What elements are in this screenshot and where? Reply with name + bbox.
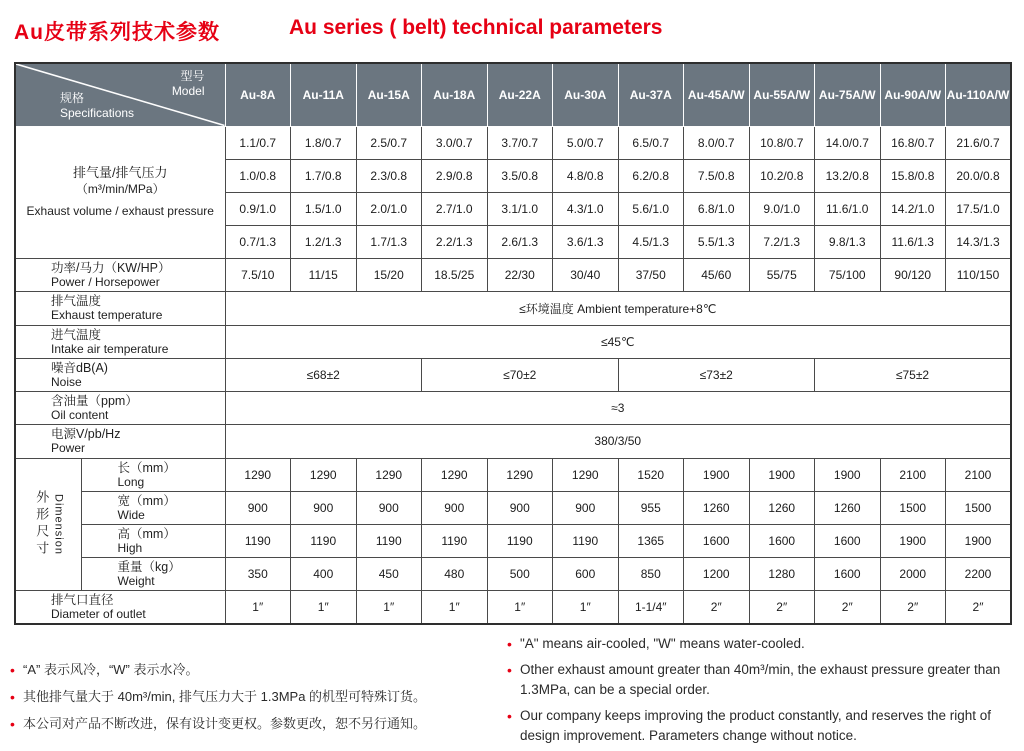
footnotes-english [507, 634, 1015, 751]
value-cell: 1190 [553, 524, 619, 557]
value-cell: 37/50 [618, 258, 684, 291]
value-cell: 18.5/25 [422, 258, 488, 291]
dimension-group-label [15, 458, 81, 590]
value-cell: 1600 [684, 524, 750, 557]
dimension-group-zh: 外形尺寸 [34, 490, 50, 558]
value-cell: 2″ [815, 590, 881, 624]
value-cell: 1190 [356, 524, 422, 557]
width-label [81, 491, 225, 524]
model-header: Au-18A [422, 63, 488, 126]
value-cell: 1.2/1.3 [291, 225, 357, 258]
model-header: Au-11A [291, 63, 357, 126]
weight-label-en: Weight [117, 573, 155, 588]
value-cell: 1520 [618, 458, 684, 491]
footnote-text: 本公司对产品不断改进，保有设计变更权。参数更改，恕不另行通知。 [23, 716, 427, 731]
value-cell: 1190 [291, 524, 357, 557]
model-header: Au-37A [618, 63, 684, 126]
corner-spec-en: Specifications [60, 105, 135, 120]
corner-model-en: Model [171, 84, 205, 98]
value-cell: 4.5/1.3 [618, 225, 684, 258]
value-cell: 350 [225, 557, 291, 590]
value-cell: 1290 [225, 458, 291, 491]
footnote-text: "A" means air-cooled, "W" means water-cooled. [520, 636, 805, 651]
power-label-zh: 功率/马力（KW/HP） [51, 260, 171, 275]
value-cell: 7.5/10 [225, 258, 291, 291]
model-header: Au-45A/W [684, 63, 750, 126]
value-cell: 900 [422, 491, 488, 524]
value-cell: 2.0/1.0 [356, 192, 422, 225]
value-cell: 11.6/1.3 [880, 225, 946, 258]
power-supply-label [15, 424, 225, 458]
page-header [14, 14, 1010, 48]
value-cell: 850 [618, 557, 684, 590]
exhaust-temp-value: ≤环境温度 Ambient temperature+8℃ [225, 291, 1011, 325]
value-cell: 1600 [749, 524, 815, 557]
value-cell: 3.6/1.3 [553, 225, 619, 258]
value-cell: 1″ [553, 590, 619, 624]
value-cell: 1365 [618, 524, 684, 557]
value-cell: 1290 [487, 458, 553, 491]
exhaust-volume-label [15, 126, 225, 258]
value-cell: 2100 [946, 458, 1012, 491]
value-cell: 450 [356, 557, 422, 590]
height-label-en: High [117, 540, 143, 555]
oil-label-zh: 含油量（ppm） [51, 393, 138, 408]
value-cell: 10.8/0.7 [749, 126, 815, 159]
intake-temp-label-en: Intake air temperature [51, 341, 169, 356]
value-cell: 1600 [815, 557, 881, 590]
value-cell: 3.5/0.8 [487, 159, 553, 192]
value-cell: 2200 [946, 557, 1012, 590]
bullet-icon: • [507, 662, 512, 678]
value-cell: 2.9/0.8 [422, 159, 488, 192]
footnote-text: Our company keeps improving the product constantly, and reserves the right of design improvement. Parameters change without notice. [520, 708, 991, 743]
footnote-text: 其他排气量大于 40m³/min, 排气压力大于 1.3MPa 的机型可特殊订货。 [23, 689, 427, 704]
model-header: Au-30A [553, 63, 619, 126]
oil-content-label [15, 391, 225, 424]
value-cell: 480 [422, 557, 488, 590]
value-cell: 400 [291, 557, 357, 590]
footnotes-chinese [10, 660, 480, 741]
noise-value: ≤68±2 [225, 358, 422, 391]
value-cell: 1260 [684, 491, 750, 524]
value-cell: 8.0/0.7 [684, 126, 750, 159]
technical-parameters-table [14, 62, 1012, 625]
model-header: Au-110A/W [946, 63, 1012, 126]
height-label [81, 524, 225, 557]
width-label-en: Wide [117, 507, 145, 522]
value-cell: 75/100 [815, 258, 881, 291]
value-cell: 1290 [553, 458, 619, 491]
value-cell: 2.3/0.8 [356, 159, 422, 192]
noise-value: ≤73±2 [618, 358, 815, 391]
value-cell: 1900 [749, 458, 815, 491]
oil-label-en: Oil content [51, 407, 109, 422]
bullet-icon: • [10, 689, 15, 705]
model-header: Au-55A/W [749, 63, 815, 126]
value-cell: 21.6/0.7 [946, 126, 1012, 159]
value-cell: 900 [225, 491, 291, 524]
value-cell: 5.0/0.7 [553, 126, 619, 159]
value-cell: 2″ [684, 590, 750, 624]
value-cell: 1″ [487, 590, 553, 624]
value-cell: 20.0/0.8 [946, 159, 1012, 192]
value-cell: 45/60 [684, 258, 750, 291]
footnote [507, 660, 1015, 700]
height-label-zh: 高（mm） [117, 526, 176, 541]
value-cell: 1290 [422, 458, 488, 491]
value-cell: 7.2/1.3 [749, 225, 815, 258]
exhaust-temp-label-zh: 排气温度 [51, 294, 102, 308]
model-header: Au-22A [487, 63, 553, 126]
value-cell: 1.7/1.3 [356, 225, 422, 258]
value-cell: 7.5/0.8 [684, 159, 750, 192]
value-cell: 3.7/0.7 [487, 126, 553, 159]
value-cell: 15.8/0.8 [880, 159, 946, 192]
value-cell: 1-1/4″ [618, 590, 684, 624]
value-cell: 900 [291, 491, 357, 524]
intake-temp-label-zh: 进气温度 [51, 327, 102, 342]
value-cell: 2″ [749, 590, 815, 624]
value-cell: 9.0/1.0 [749, 192, 815, 225]
outlet-label-zh: 排气口直径 [51, 592, 114, 607]
intake-temp-label [15, 325, 225, 358]
value-cell: 600 [553, 557, 619, 590]
page-title-en: Au series ( belt) technical parameters [289, 16, 663, 39]
value-cell: 900 [356, 491, 422, 524]
value-cell: 1.7/0.8 [291, 159, 357, 192]
width-label-zh: 宽（mm） [117, 493, 176, 508]
value-cell: 900 [487, 491, 553, 524]
value-cell: 2.2/1.3 [422, 225, 488, 258]
footnote [10, 714, 480, 734]
power-supply-label-zh: 电源V/pb/Hz [51, 427, 121, 441]
noise-label-zh: 噪音dB(A) [51, 360, 108, 375]
value-cell: 3.0/0.7 [422, 126, 488, 159]
value-cell: 1500 [880, 491, 946, 524]
model-header: Au-75A/W [815, 63, 881, 126]
value-cell: 1″ [225, 590, 291, 624]
noise-value: ≤70±2 [422, 358, 619, 391]
weight-label [81, 557, 225, 590]
bullet-icon: • [10, 662, 15, 678]
intake-temp-value: ≤45℃ [225, 325, 1011, 358]
value-cell: 955 [618, 491, 684, 524]
power-label [15, 258, 225, 291]
model-header: Au-8A [225, 63, 291, 126]
value-cell: 11.6/1.0 [815, 192, 881, 225]
length-label [81, 458, 225, 491]
value-cell: 1.8/0.7 [291, 126, 357, 159]
value-cell: 1190 [225, 524, 291, 557]
value-cell: 1.1/0.7 [225, 126, 291, 159]
value-cell: 1200 [684, 557, 750, 590]
value-cell: 4.8/0.8 [553, 159, 619, 192]
value-cell: 500 [487, 557, 553, 590]
value-cell: 1600 [815, 524, 881, 557]
value-cell: 0.9/1.0 [225, 192, 291, 225]
corner-model-label [172, 69, 205, 99]
value-cell: 1260 [815, 491, 881, 524]
exhaust-label-unit: （m³/min/MPa） [75, 182, 165, 196]
value-cell: 2000 [880, 557, 946, 590]
value-cell: 11/15 [291, 258, 357, 291]
bullet-icon: • [507, 708, 512, 724]
value-cell: 1.0/0.8 [225, 159, 291, 192]
value-cell: 1.5/1.0 [291, 192, 357, 225]
value-cell: 1900 [684, 458, 750, 491]
value-cell: 1900 [880, 524, 946, 557]
weight-label-zh: 重量（kg） [117, 559, 181, 574]
value-cell: 900 [553, 491, 619, 524]
model-header: Au-90A/W [880, 63, 946, 126]
value-cell: 1290 [291, 458, 357, 491]
length-label-zh: 长（mm） [117, 460, 176, 475]
value-cell: 2.5/0.7 [356, 126, 422, 159]
power-supply-label-en: Power [51, 441, 86, 455]
value-cell: 14.2/1.0 [880, 192, 946, 225]
corner-model-zh: 型号 [180, 69, 205, 83]
value-cell: 0.7/1.3 [225, 225, 291, 258]
value-cell: 1900 [946, 524, 1012, 557]
oil-content-value: ≈3 [225, 391, 1011, 424]
value-cell: 10.2/0.8 [749, 159, 815, 192]
value-cell: 1″ [356, 590, 422, 624]
bullet-icon: • [507, 636, 512, 652]
value-cell: 5.6/1.0 [618, 192, 684, 225]
noise-label-en: Noise [51, 374, 82, 389]
value-cell: 2.6/1.3 [487, 225, 553, 258]
value-cell: 90/120 [880, 258, 946, 291]
value-cell: 5.5/1.3 [684, 225, 750, 258]
footnote [10, 687, 480, 707]
value-cell: 13.2/0.8 [815, 159, 881, 192]
value-cell: 55/75 [749, 258, 815, 291]
exhaust-temp-label [15, 291, 225, 325]
value-cell: 1″ [422, 590, 488, 624]
value-cell: 2″ [946, 590, 1012, 624]
value-cell: 2.7/1.0 [422, 192, 488, 225]
exhaust-label-en: Exhaust volume / exhaust pressure [26, 204, 214, 218]
exhaust-label-zh: 排气量/排气压力 [72, 165, 168, 180]
value-cell: 1290 [356, 458, 422, 491]
value-cell: 30/40 [553, 258, 619, 291]
outlet-diameter-label [15, 590, 225, 624]
footnote [10, 660, 480, 680]
value-cell: 1190 [487, 524, 553, 557]
footnote [507, 634, 1015, 654]
value-cell: 15/20 [356, 258, 422, 291]
value-cell: 1190 [422, 524, 488, 557]
bullet-icon: • [10, 716, 15, 732]
corner-spec-label [60, 91, 134, 121]
value-cell: 110/150 [946, 258, 1012, 291]
value-cell: 3.1/1.0 [487, 192, 553, 225]
value-cell: 14.0/0.7 [815, 126, 881, 159]
value-cell: 22/30 [487, 258, 553, 291]
value-cell: 1″ [291, 590, 357, 624]
value-cell: 6.8/1.0 [684, 192, 750, 225]
value-cell: 4.3/1.0 [553, 192, 619, 225]
corner-spec-zh: 规格 [60, 90, 85, 105]
value-cell: 1900 [815, 458, 881, 491]
value-cell: 2100 [880, 458, 946, 491]
dimension-group-en: Dimension [52, 493, 65, 555]
length-label-en: Long [117, 474, 145, 489]
value-cell: 17.5/1.0 [946, 192, 1012, 225]
value-cell: 6.5/0.7 [618, 126, 684, 159]
value-cell: 1280 [749, 557, 815, 590]
page-title-zh: Au皮带系列技术参数 [14, 21, 220, 44]
value-cell: 16.8/0.7 [880, 126, 946, 159]
model-header: Au-15A [356, 63, 422, 126]
corner-header-cell [15, 63, 225, 126]
power-supply-value: 380/3/50 [225, 424, 1011, 458]
value-cell: 9.8/1.3 [815, 225, 881, 258]
footnote-text: Other exhaust amount greater than 40m³/min, the exhaust pressure greater than 1.3MPa, can be a special order. [520, 662, 1001, 697]
value-cell: 14.3/1.3 [946, 225, 1012, 258]
power-label-en: Power / Horsepower [51, 274, 160, 289]
value-cell: 2″ [880, 590, 946, 624]
outlet-label-en: Diameter of outlet [51, 606, 146, 621]
footnote [507, 706, 1015, 746]
exhaust-temp-label-en: Exhaust temperature [51, 308, 163, 322]
noise-label [15, 358, 225, 391]
noise-value: ≤75±2 [815, 358, 1012, 391]
value-cell: 1260 [749, 491, 815, 524]
footnote-text: “A” 表示风冷，“W” 表示水冷。 [23, 662, 199, 677]
value-cell: 6.2/0.8 [618, 159, 684, 192]
value-cell: 1500 [946, 491, 1012, 524]
